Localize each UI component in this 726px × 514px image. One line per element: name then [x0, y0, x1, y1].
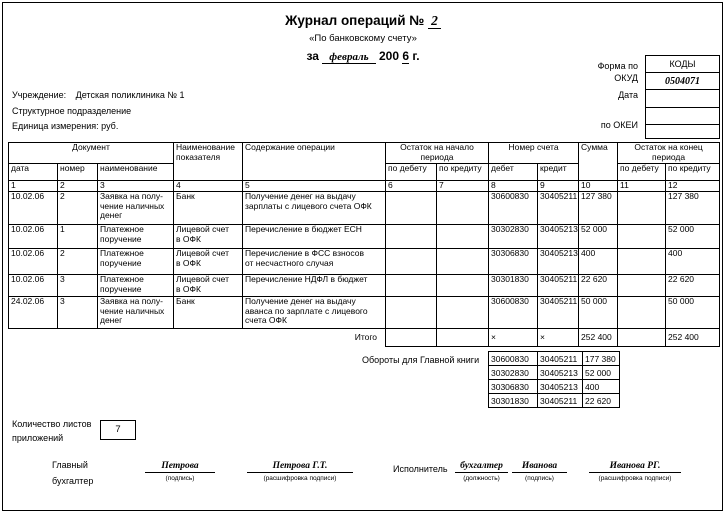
cell-debit-end [618, 192, 666, 225]
executor-fullname-caption: (расшифровка подписи) [598, 475, 672, 482]
cell-debit-end [618, 249, 666, 275]
col-num: 1 [9, 181, 58, 192]
cell-account-debit: 30302830 [489, 225, 538, 249]
col-header-amount: Сумма [579, 143, 618, 181]
col-header-name: наименование [98, 164, 174, 181]
turnovers-label: Обороты для Главной книги [362, 355, 480, 365]
total-debit-begin [386, 329, 437, 347]
cell-indicator: Банк [174, 297, 243, 329]
col-header-by-debit-begin: по дебету [386, 164, 437, 181]
col-header-account-number: Номер счета [489, 143, 579, 164]
total-debit-end [618, 329, 666, 347]
col-header-balance-end: Остаток на конец периода [618, 143, 720, 164]
cell-number: 2 [58, 249, 98, 275]
table-row [9, 225, 720, 249]
executor-fullname-block [589, 459, 681, 482]
col-num: 4 [174, 181, 243, 192]
chief-accountant-role: Главный бухгалтер [52, 460, 94, 486]
table-row [9, 192, 720, 225]
table-row [9, 297, 720, 329]
col-num: 9 [538, 181, 579, 192]
cell-account-debit: 30301830 [489, 275, 538, 297]
executor-signature-caption: (подпись) [525, 475, 554, 482]
total-credit-end: 252 400 [666, 329, 720, 347]
cell-credit-begin [437, 192, 489, 225]
turnover-debit: 30306830 [489, 380, 538, 394]
period-year-digit: 6 [402, 49, 410, 63]
cell-amount: 400 [579, 249, 618, 275]
cell-credit-begin [437, 275, 489, 297]
chief-signature-caption: (подпись) [165, 475, 195, 482]
turnover-row [489, 352, 620, 366]
cell-content: Перечисление в ФСС взносов от несчастного случая [243, 249, 386, 275]
col-header-indicator: Наименование показателя [174, 143, 243, 181]
cell-account-debit: 30306830 [489, 249, 538, 275]
cell-account-debit: 30600830 [489, 297, 538, 329]
col-num: 8 [489, 181, 538, 192]
executor-fullname-value: Иванова РГ. [589, 459, 681, 473]
cell-date: 10.02.06 [9, 275, 58, 297]
cell-date: 24.02.06 [9, 297, 58, 329]
col-header-content: Содержание операции [243, 143, 386, 181]
institution-label: Учреждение: [12, 90, 67, 100]
col-header-date: дата [9, 164, 58, 181]
department-line: Структурное подразделение [12, 106, 132, 116]
cell-credit-begin [437, 249, 489, 275]
turnovers-table [488, 351, 620, 408]
chief-fullname-value: Петрова Г.Т. [247, 459, 353, 473]
cell-number: 3 [58, 297, 98, 329]
attachments-count-box: 7 [100, 420, 136, 440]
turnover-row [489, 366, 620, 380]
col-num: 12 [666, 181, 720, 192]
document-subtitle: «По банковскому счету» [309, 33, 417, 44]
column-number-row [9, 181, 720, 192]
col-header-balance-begin: Остаток на начало периода [386, 143, 489, 164]
cell-content: Получение денег на выдачу зарплаты с лицевого счета ОФК [243, 192, 386, 225]
executor-signature-block [512, 459, 567, 482]
col-header-credit: кредит [538, 164, 579, 181]
turnover-amount: 52 000 [583, 366, 620, 380]
okei-label: по ОКЕИ [600, 120, 638, 130]
codes-table [645, 55, 720, 139]
col-header-by-credit-end: по кредиту [666, 164, 720, 181]
turnover-row [489, 394, 620, 408]
cell-debit-begin [386, 249, 437, 275]
cell-credit-begin [437, 297, 489, 329]
cell-debit-begin [386, 275, 437, 297]
cell-indicator: Лицевой счет в ОФК [174, 249, 243, 275]
total-row [9, 329, 720, 347]
cell-account-credit: 30405211 [538, 275, 579, 297]
header-group-row [9, 143, 720, 164]
chief-fullname-caption: (расшифровка подписи) [263, 475, 337, 482]
executor-position-caption: (должность) [463, 475, 500, 482]
journal-number: 2 [428, 13, 441, 29]
cell-account-debit: 30600830 [489, 192, 538, 225]
executor-signature-value: Иванова [512, 459, 567, 473]
cell-account-credit: 30405213 [538, 249, 579, 275]
total-label: Итого [9, 329, 386, 347]
cell-debit-end [618, 225, 666, 249]
cell-date: 10.02.06 [9, 249, 58, 275]
date-code-cell [646, 90, 720, 108]
cell-account-credit: 30405211 [538, 297, 579, 329]
cell-debit-end [618, 275, 666, 297]
cell-number: 2 [58, 192, 98, 225]
cell-indicator: Лицевой счет в ОФК [174, 225, 243, 249]
okud-label: ОКУД [614, 73, 638, 83]
turnover-credit: 30405211 [538, 352, 583, 366]
chief-signature-value: Петрова [145, 459, 215, 473]
executor-position-value: бухгалтер [455, 459, 508, 473]
executor-label: Исполнитель [393, 464, 448, 474]
col-num: 11 [618, 181, 666, 192]
col-header-number: номер [58, 164, 98, 181]
cell-credit-end: 127 380 [666, 192, 720, 225]
okei-code-cell [646, 125, 720, 139]
col-num: 6 [386, 181, 437, 192]
col-num: 10 [579, 181, 618, 192]
total-amount: 252 400 [579, 329, 618, 347]
period-year: 200 [378, 49, 400, 63]
cell-amount: 127 380 [579, 192, 618, 225]
cell-date: 10.02.06 [9, 192, 58, 225]
col-num: 2 [58, 181, 98, 192]
col-num: 7 [437, 181, 489, 192]
cell-credit-end: 50 000 [666, 297, 720, 329]
col-header-debit: дебет [489, 164, 538, 181]
institution-line [12, 90, 185, 100]
cell-debit-end [618, 297, 666, 329]
turnover-credit: 30405211 [538, 394, 583, 408]
codes-header: КОДЫ [646, 56, 720, 73]
cell-number: 3 [58, 275, 98, 297]
turnover-credit: 30405213 [538, 366, 583, 380]
okud-code-value: 0504071 [646, 73, 720, 90]
col-num: 5 [243, 181, 386, 192]
cell-account-credit: 30405211 [538, 192, 579, 225]
cell-date: 10.02.06 [9, 225, 58, 249]
turnover-row [489, 380, 620, 394]
chief-signature-block [145, 459, 215, 482]
col-header-document: Документ [9, 143, 174, 164]
cell-indicator: Банк [174, 192, 243, 225]
turnover-debit: 30600830 [489, 352, 538, 366]
table-row [9, 249, 720, 275]
table-row [9, 275, 720, 297]
total-credit-begin [437, 329, 489, 347]
institution-value: Детская поликлиника № 1 [75, 90, 185, 100]
period-suffix: г. [412, 49, 420, 63]
cell-name: Платежное поручение [98, 249, 174, 275]
turnover-amount: 400 [583, 380, 620, 394]
col-header-by-debit-end: по дебету [618, 164, 666, 181]
empty-code-cell [646, 108, 720, 125]
period-month: февраль [322, 51, 375, 64]
cell-credit-end: 22 620 [666, 275, 720, 297]
cell-account-credit: 30405213 [538, 225, 579, 249]
cell-debit-begin [386, 192, 437, 225]
title-text: Журнал операций № [285, 13, 425, 28]
cell-credit-end: 52 000 [666, 225, 720, 249]
executor-position-block [455, 459, 508, 482]
cell-name: Заявка на полу- чение наличных денег [98, 192, 174, 225]
cell-credit-begin [437, 225, 489, 249]
document-title [0, 13, 726, 29]
attachments-label: Количество листов приложений [12, 419, 92, 443]
cell-amount: 50 000 [579, 297, 618, 329]
cell-content: Перечисление в бюджет ЕСН [243, 225, 386, 249]
period-prefix: за [306, 49, 319, 63]
unit-line: Единица измерения: руб. [12, 121, 119, 131]
chief-fullname-block [247, 459, 353, 482]
cell-debit-begin [386, 225, 437, 249]
turnover-debit: 30302830 [489, 366, 538, 380]
journal-table [8, 142, 720, 347]
col-num: 3 [98, 181, 174, 192]
cell-content: Перечисление НДФЛ в бюджет [243, 275, 386, 297]
cell-name: Заявка на полу- чение наличных денег [98, 297, 174, 329]
cell-debit-begin [386, 297, 437, 329]
cell-amount: 52 000 [579, 225, 618, 249]
forma-po-label: Форма по [597, 61, 638, 71]
cell-credit-end: 400 [666, 249, 720, 275]
total-account-debit: × [489, 329, 538, 347]
turnover-debit: 30301830 [489, 394, 538, 408]
turnover-amount: 22 620 [583, 394, 620, 408]
data-label: Дата [618, 90, 638, 100]
cell-name: Платежное поручение [98, 275, 174, 297]
cell-number: 1 [58, 225, 98, 249]
cell-indicator: Лицевой счет в ОФК [174, 275, 243, 297]
total-account-credit: × [538, 329, 579, 347]
col-header-by-credit-begin: по кредиту [437, 164, 489, 181]
turnover-credit: 30405213 [538, 380, 583, 394]
turnover-amount: 177 380 [583, 352, 620, 366]
cell-amount: 22 620 [579, 275, 618, 297]
cell-name: Платежное поручение [98, 225, 174, 249]
journal-table-container [8, 142, 720, 347]
cell-content: Получение денег на выдачу аванса по зарплате с лицевого счета ОФК [243, 297, 386, 329]
